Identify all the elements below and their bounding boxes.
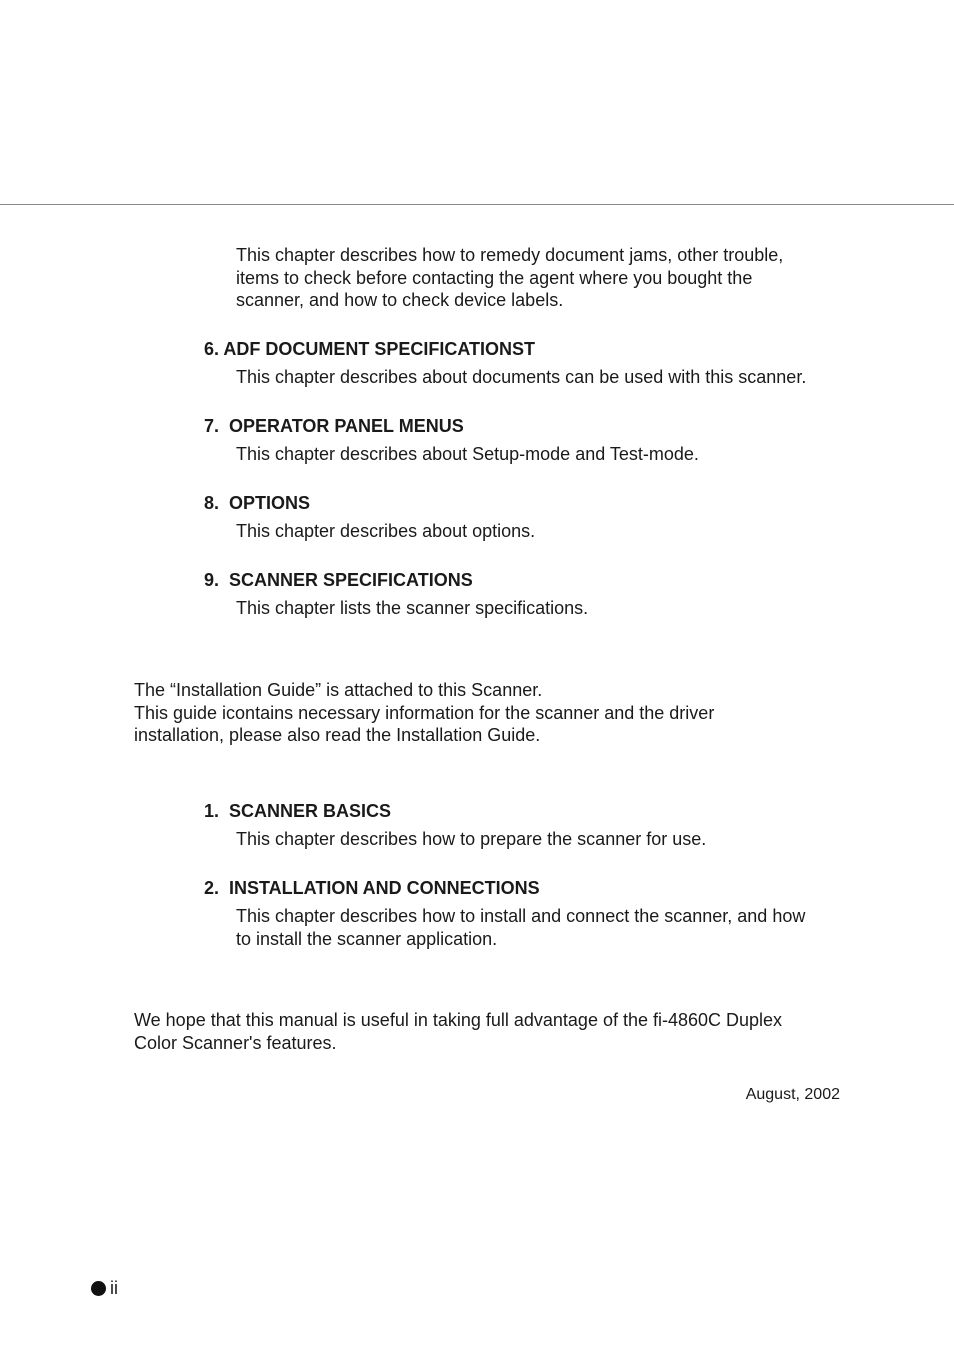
chapter-7-description: This chapter describes about Setup-mode and Test-mode. [236, 444, 699, 464]
chapter-6-heading: 6. ADF DOCUMENT SPECIFICATIONST [204, 339, 536, 359]
chapter-2-heading: 2. INSTALLATION AND CONNECTIONS [204, 878, 540, 898]
chapter-6-description: This chapter describes about documents can be used with this scanner. [236, 367, 807, 387]
chapter-8-description: This chapter describes about options. [236, 521, 536, 541]
page-footer [91, 1278, 118, 1298]
chapter-9-description: This chapter lists the scanner specifications. [236, 598, 589, 618]
chapter-1-heading: 1. SCANNER BASICS [204, 801, 392, 821]
installation-guide-note: The “Installation Guide” is attached to this Scanner. This guide icontains necessary information for the scanner and the driver installation, please also read the Installation Guide. [134, 680, 715, 745]
closing-paragraph: We hope that this manual is useful in taking full advantage of the fi-4860C Duplex Color Scanner's features. [134, 1010, 783, 1053]
intro-paragraph: This chapter describes how to remedy document jams, other trouble, items to check before contacting the agent where you bought the scanner, and how to check device labels. [236, 245, 784, 310]
page-number: ii [110, 1277, 118, 1298]
chapter-7-heading: 7. OPERATOR PANEL MENUS [204, 416, 464, 436]
chapter-2-description: This chapter describes how to install and connect the scanner, and how to install the scanner application. [236, 906, 806, 949]
chapter-9-heading: 9. SCANNER SPECIFICATIONS [204, 570, 473, 590]
chapter-1-description: This chapter describes how to prepare the scanner for use. [236, 829, 707, 849]
chapter-8-heading: 8. OPTIONS [204, 493, 311, 513]
publication-date: August, 2002 [745, 1086, 840, 1103]
header-rule [0, 204, 954, 205]
filled-circle-bullet-icon [91, 1281, 106, 1296]
